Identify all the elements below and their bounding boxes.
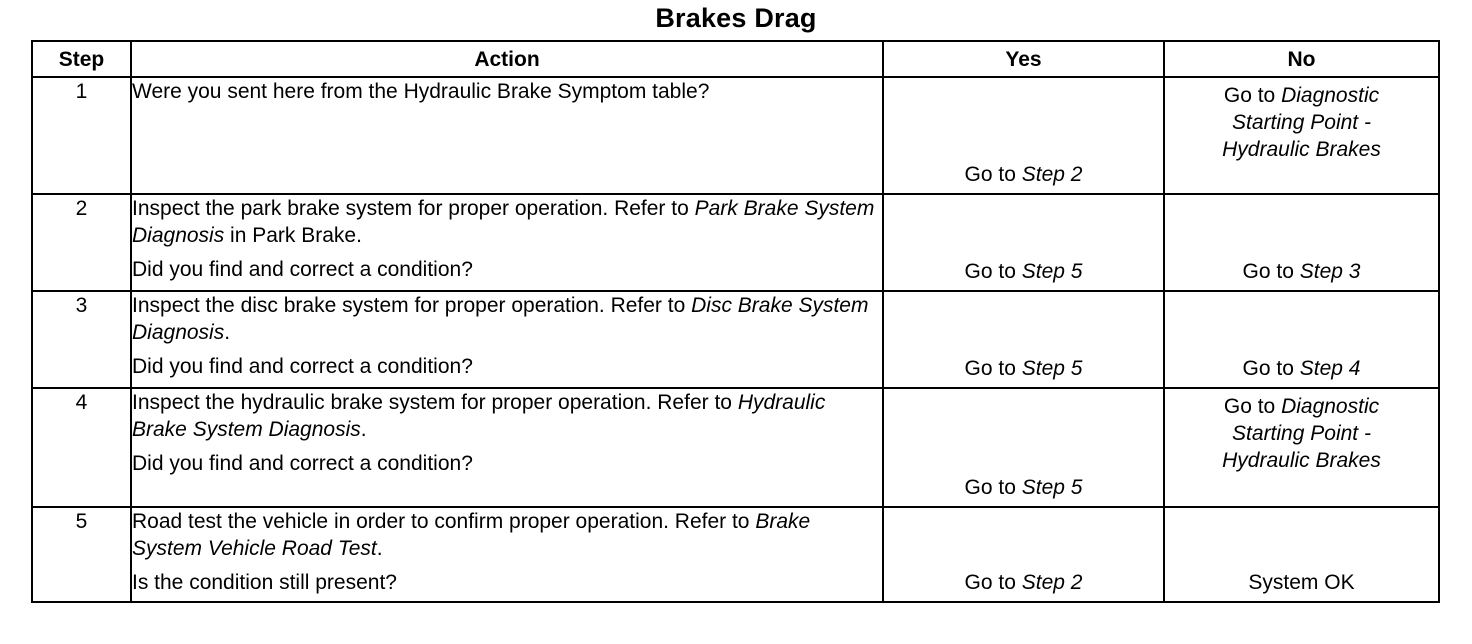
column-header-no: No bbox=[1164, 41, 1439, 77]
step-reference-link[interactable]: Step 5 bbox=[1021, 476, 1083, 499]
action-cell bbox=[131, 77, 883, 194]
action-pre: Inspect the park brake system for proper operation. Refer to bbox=[132, 197, 695, 220]
action-question: Did you find and correct a condition? bbox=[132, 258, 473, 281]
table-row bbox=[32, 388, 1439, 507]
yes-cell bbox=[883, 77, 1164, 194]
step-reference-link[interactable]: Step 4 bbox=[1299, 357, 1361, 380]
action-pre: Inspect the disc brake system for proper operation. Refer to bbox=[132, 294, 692, 317]
step-number: 2 bbox=[32, 194, 131, 291]
action-post: . bbox=[360, 418, 367, 441]
no-cell bbox=[1164, 77, 1439, 194]
yes-cell bbox=[883, 194, 1164, 291]
yes-cell bbox=[883, 388, 1164, 507]
no-cell bbox=[1164, 194, 1439, 291]
action-post: in Park Brake. bbox=[224, 224, 362, 247]
action-text bbox=[132, 389, 882, 443]
no-ref-part: Hydraulic Brakes bbox=[1222, 138, 1381, 161]
no-ref-part: Hydraulic Brakes bbox=[1222, 449, 1381, 472]
step-reference-link[interactable]: Step 3 bbox=[1299, 260, 1361, 283]
step-reference-link[interactable]: Step 5 bbox=[1021, 357, 1083, 380]
step-number: 3 bbox=[32, 291, 131, 388]
no-cell bbox=[1164, 507, 1439, 602]
action-question: Did you find and correct a condition? bbox=[132, 355, 473, 378]
yes-prefix: Go to bbox=[964, 571, 1022, 594]
column-header-step: Step bbox=[32, 41, 131, 77]
no-cell bbox=[1164, 291, 1439, 388]
no-ref-part: Diagnostic bbox=[1281, 395, 1380, 418]
action-pre: Inspect the hydraulic brake system for proper operation. Refer to bbox=[132, 391, 738, 414]
table-row bbox=[32, 194, 1439, 291]
table-row bbox=[32, 507, 1439, 602]
action-cell bbox=[131, 291, 883, 388]
step-reference-link[interactable]: Step 5 bbox=[1021, 260, 1083, 283]
yes-result bbox=[884, 161, 1163, 188]
procedure-reference-link[interactable]: Park Brake System Diagnosis bbox=[132, 197, 875, 247]
no-cell bbox=[1164, 388, 1439, 507]
no-ref-part: Starting Point - bbox=[1232, 422, 1371, 445]
procedure-reference-link[interactable]: Disc Brake System Diagnosis bbox=[132, 294, 869, 344]
no-result bbox=[1165, 78, 1438, 163]
procedure-reference-link[interactable]: Hydraulic Brake System Diagnosis bbox=[132, 391, 826, 441]
no-result bbox=[1165, 258, 1438, 285]
action-pre: Road test the vehicle in order to confirm proper operation. Refer to bbox=[132, 510, 756, 533]
yes-prefix: Go to bbox=[964, 260, 1022, 283]
table-header-row bbox=[32, 41, 1439, 77]
no-ref-part: Diagnostic bbox=[1281, 84, 1380, 107]
action-text bbox=[132, 292, 882, 346]
no-prefix: Go to bbox=[1223, 84, 1282, 107]
no-result bbox=[1165, 355, 1438, 382]
action-cell bbox=[131, 388, 883, 507]
action-text: Were you sent here from the Hydraulic Brake Symptom table? bbox=[132, 80, 710, 103]
procedure-reference-link[interactable]: Brake System Vehicle Road Test bbox=[132, 510, 811, 560]
action-question: Is the condition still present? bbox=[132, 571, 397, 594]
yes-result bbox=[884, 258, 1163, 285]
yes-result bbox=[884, 355, 1163, 382]
diagnostic-table bbox=[31, 40, 1440, 603]
column-header-yes: Yes bbox=[883, 41, 1164, 77]
yes-prefix: Go to bbox=[964, 163, 1022, 186]
no-prefix: Go to bbox=[1242, 357, 1300, 380]
no-ref-part: Starting Point - bbox=[1232, 111, 1371, 134]
table-row bbox=[32, 291, 1439, 388]
step-reference-link[interactable]: Step 2 bbox=[1021, 571, 1083, 594]
page-title: Brakes Drag bbox=[655, 3, 817, 33]
step-number: 4 bbox=[32, 388, 131, 507]
yes-result bbox=[884, 474, 1163, 501]
yes-cell bbox=[883, 291, 1164, 388]
column-header-action: Action bbox=[131, 41, 883, 77]
no-result bbox=[1165, 389, 1438, 474]
yes-prefix: Go to bbox=[964, 357, 1022, 380]
action-post: . bbox=[224, 321, 231, 344]
yes-prefix: Go to bbox=[964, 476, 1022, 499]
no-result: System OK bbox=[1248, 571, 1355, 594]
action-question: Did you find and correct a condition? bbox=[132, 452, 473, 475]
step-reference-link[interactable]: Step 2 bbox=[1021, 163, 1083, 186]
step-number: 1 bbox=[32, 77, 131, 194]
action-text bbox=[132, 195, 882, 249]
no-prefix: Go to bbox=[1223, 395, 1282, 418]
yes-result bbox=[884, 569, 1163, 596]
action-cell bbox=[131, 194, 883, 291]
table-row bbox=[32, 77, 1439, 194]
action-post: . bbox=[376, 537, 383, 560]
yes-cell bbox=[883, 507, 1164, 602]
action-text bbox=[132, 508, 882, 562]
step-number: 5 bbox=[32, 507, 131, 602]
action-cell bbox=[131, 507, 883, 602]
no-prefix: Go to bbox=[1242, 260, 1300, 283]
